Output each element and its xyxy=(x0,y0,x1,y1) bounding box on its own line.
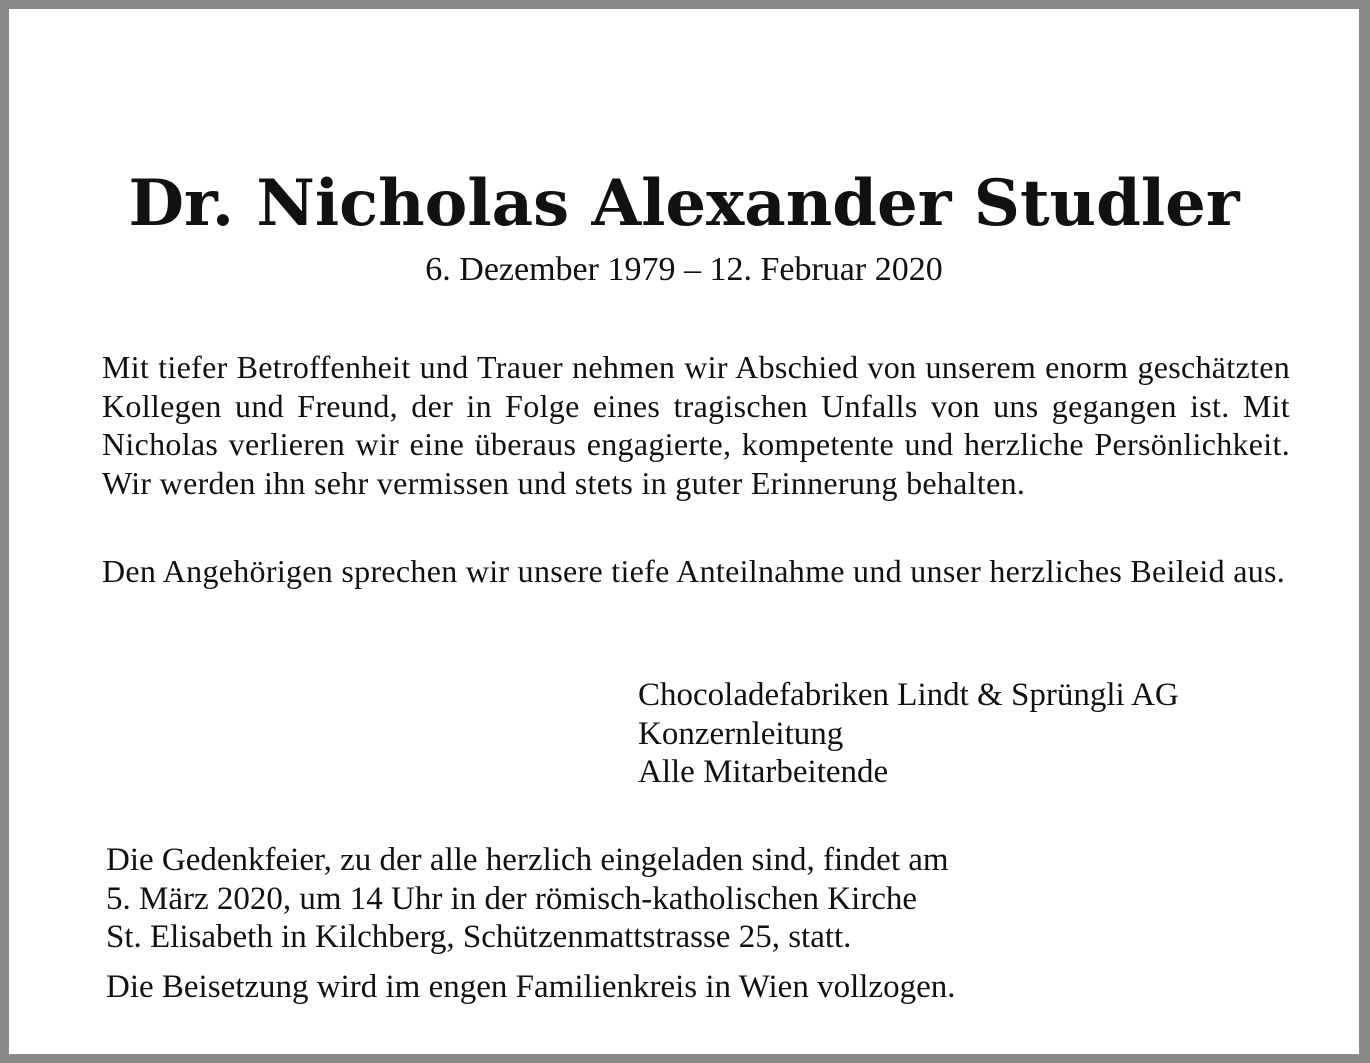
service-line: Die Gedenkfeier, zu der alle herzlich eingeladen sind, findet am xyxy=(106,842,949,878)
obituary-notice xyxy=(9,9,1359,1054)
condolence-paragraph-2: Den Angehörigen sprechen wir unsere tiefe Anteilnahme und unser herzliches Beileid aus. xyxy=(102,553,1286,589)
deceased-name: Dr. Nicholas Alexander Studler xyxy=(128,166,1240,241)
signoff-employees: Alle Mitarbeitende xyxy=(638,754,889,790)
condolence-paragraph-1: Mit tiefer Betroffenheit und Trauer nehmen wir Abschied von unserem enorm geschätzten Kollegen und Freund, der in Folge eines tragischen Unfalls von uns gegangen ist. Mit Nicholas verlieren wir eine überaus engagierte, kompetente und herzliche Persönlichkeit. Wir werden ihn sehr vermissen und stets in guter Erinnerung behalten. xyxy=(102,349,1290,501)
signoff-management: Konzernleitung xyxy=(638,715,844,752)
life-dates: 6. Dezember 1979 – 12. Februar 2020 xyxy=(425,251,943,288)
signoff-company: Chocoladefabriken Lindt & Sprüngli AG xyxy=(638,677,1179,713)
service-line: 5. März 2020, um 14 Uhr in der römisch-katholischen Kirche xyxy=(106,880,918,917)
memorial-service-info xyxy=(106,841,949,957)
service-line: St. Elisabeth in Kilchberg, Schützenmattstrasse 25, statt. xyxy=(106,919,852,955)
burial-info: Die Beisetzung wird im engen Familienkreis in Wien vollzogen. xyxy=(106,969,956,1005)
signoff-block xyxy=(638,676,1179,792)
